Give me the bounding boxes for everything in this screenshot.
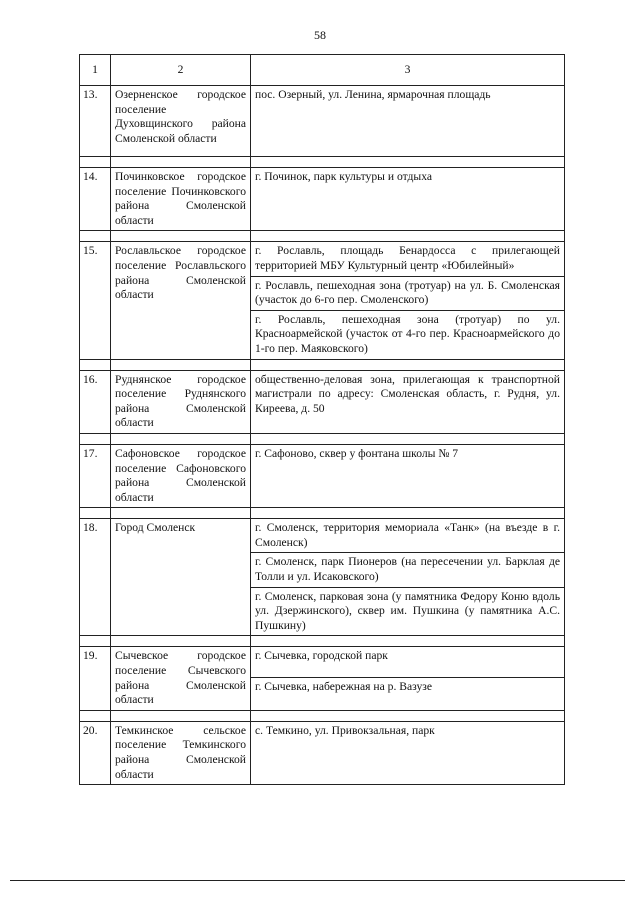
location-cell: г. Сычевка, набережная на р. Вазузе [251,678,565,710]
table-row [80,242,565,276]
location-cell: г. Рославль, площадь Бенардосса с прилегающей территорией МБУ Культурный центр «Юбилейный» [251,242,565,276]
settlement-name: Руднянское городское поселение Руднянского района Смоленской области [111,370,251,433]
settlement-name: Сычевское городское поселение Сычевского района Смоленской области [111,647,251,710]
page-bottom-rule [10,880,625,881]
settlement-name: Темкинское сельское поселение Темкинского района Смоленской области [111,721,251,784]
location-cell: г. Сычевка, городской парк [251,647,565,678]
row-number: 20. [80,721,111,784]
location-cell: г. Сафоново, сквер у фонтана школы № 7 [251,444,565,507]
location-cell: пос. Озерный, ул. Ленина, ярмарочная площадь [251,86,565,157]
row-number: 14. [80,168,111,231]
table-row [80,647,565,678]
table-header [80,55,565,86]
location-cell: общественно-деловая зона, прилегающая к транспортной магистрали по адресу: Смоленская область, г. Рудня, ул. Киреева, д. 50 [251,370,565,433]
table-row [80,370,565,433]
row-number: 16. [80,370,111,433]
table-row [80,721,565,784]
table-row [80,519,565,553]
row-number: 18. [80,519,111,636]
row-number: 13. [80,86,111,157]
location-cell: г. Смоленск, парк Пионеров (на пересечении ул. Барклая де Толли и ул. Исаковского) [251,553,565,587]
settlement-name: Сафоновское городское поселение Сафоновского района Смоленской области [111,444,251,507]
settlement-name: Рославльское городское поселение Рославльского района Смоленской области [111,242,251,359]
settlement-name: Город Смоленск [111,519,251,636]
settlement-name: Озерненское городское поселение Духовщинского района Смоленской области [111,86,251,157]
row-number: 15. [80,242,111,359]
location-cell: г. Рославль, пешеходная зона (тротуар) на ул. Б. Смоленская (участок до 6-го пер. Смоленского) [251,276,565,310]
column-header-3: 3 [251,55,565,86]
location-cell: г. Смоленск, парковая зона (у памятника Федору Коню вдоль ул. Дзержинского), сквер им. Пушкина (у памятника А.С. Пушкину) [251,587,565,636]
row-number: 17. [80,444,111,507]
column-header-1: 1 [80,55,111,86]
location-cell: г. Смоленск, территория мемориала «Танк» (на въезде в г. Смоленск) [251,519,565,553]
column-header-2: 2 [111,55,251,86]
page-number: 58 [314,28,326,42]
locations-table [79,54,565,785]
location-cell: г. Починок, парк культуры и отдыха [251,168,565,231]
table-row [80,168,565,231]
settlement-name: Починковское городское поселение Починковского района Смоленской области [111,168,251,231]
location-cell: с. Темкино, ул. Привокзальная, парк [251,721,565,784]
row-number: 19. [80,647,111,710]
table-row [80,86,565,157]
table-row [80,444,565,507]
location-cell: г. Рославль, пешеходная зона (тротуар) по ул. Красноармейской (участок от 4-го пер. Красноармейского до 1-го пер. Маяковского) [251,310,565,359]
